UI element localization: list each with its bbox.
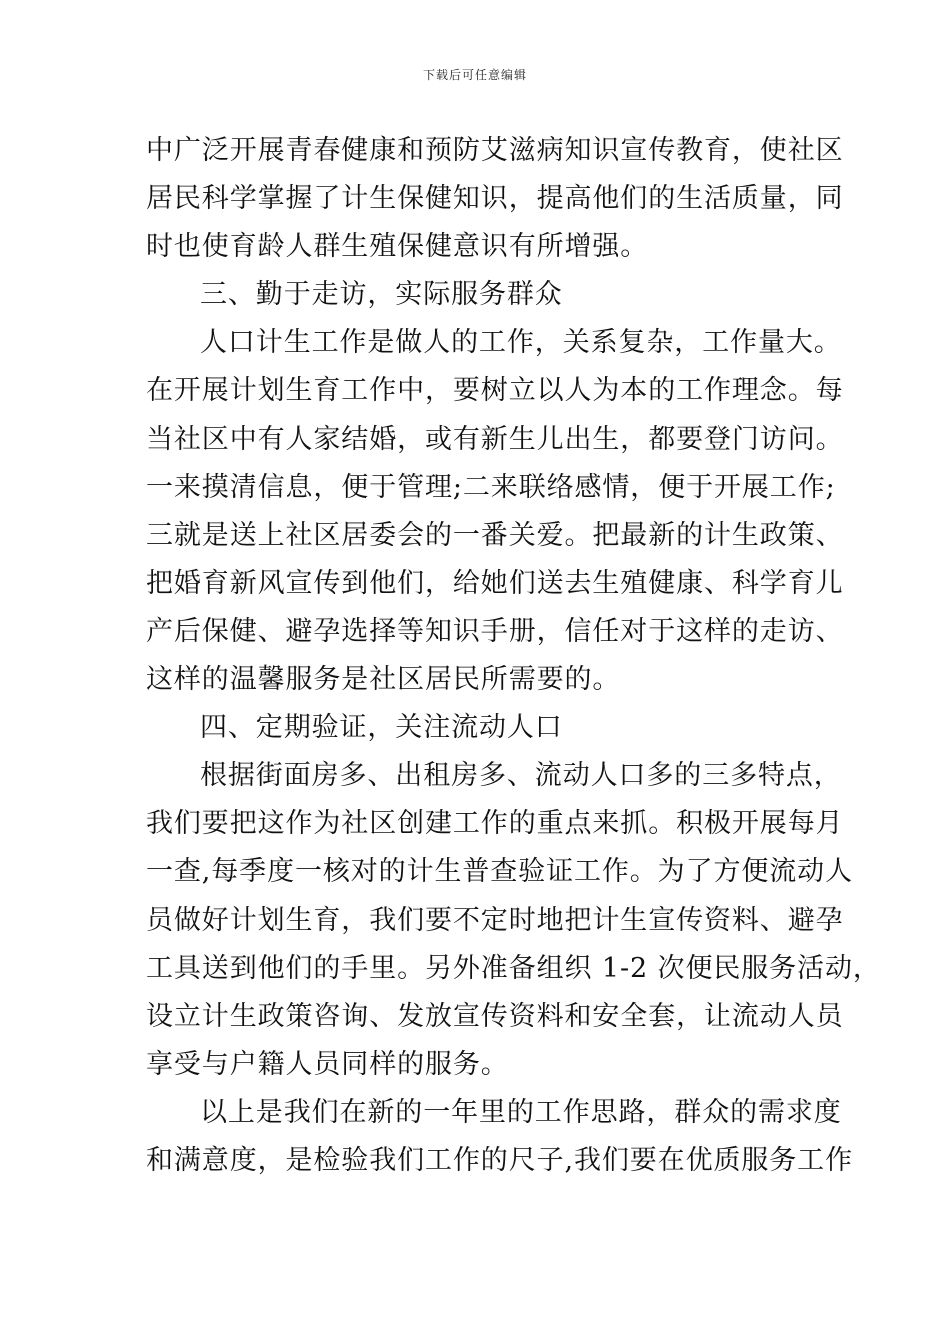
text-line: 设立计生政策咨询、发放宣传资料和安全套，让流动人员 <box>146 1000 844 1032</box>
text-line: 中广泛开展青春健康和预防艾滋病知识宣传教育，使社区 <box>146 135 844 166</box>
body-text <box>146 127 881 1185</box>
text-line: 人口计生工作是做人的工作，关系复杂，工作量大。 <box>200 327 842 359</box>
text-line: 时也使育龄人群生殖保健意识有所增强。 <box>146 231 649 263</box>
text-line: 享受与户籍人员同样的服务。 <box>146 1048 509 1080</box>
text-line: 在开展计划生育工作中，要树立以人为本的工作理念。每 <box>146 375 844 407</box>
header-note: 下载后可任意编辑 <box>422 68 527 82</box>
text-line: 一来摸清信息，便于管理;二来联络感情，便于开展工作; <box>146 471 836 503</box>
section-heading: 四、定期验证，关注流动人口 <box>200 712 563 744</box>
text-line: 当社区中有人家结婚，或有新生儿出生，都要登门访问。 <box>146 423 844 455</box>
text-line: 三就是送上社区居委会的一番关爱。把最新的计生政策、 <box>146 519 844 551</box>
section-heading: 三、勤于走访，实际服务群众 <box>200 279 563 311</box>
text-line: 一查,每季度一核对的计生普查验证工作。为了方便流动人 <box>146 856 853 888</box>
text-line: 工具送到他们的手里。另外准备组织 1-2 次便民服务活动， <box>146 952 881 984</box>
text-line: 以上是我们在新的一年里的工作思路，群众的需求度 <box>200 1096 842 1128</box>
text-line: 和满意度，是检验我们工作的尺子,我们要在优质服务工作 <box>146 1144 853 1176</box>
text-line: 居民科学掌握了计生保健知识，提高他们的生活质量，同 <box>146 183 844 215</box>
text-line: 员做好计划生育，我们要不定时地把计生宣传资料、避孕 <box>146 904 844 936</box>
text-line: 我们要把这作为社区创建工作的重点来抓。积极开展每月 <box>146 808 844 840</box>
text-line: 把婚育新风宣传到他们，给她们送去生殖健康、科学育儿 <box>146 567 844 599</box>
text-line: 产后保健、避孕选择等知识手册，信任对于这样的走访、 <box>146 615 844 647</box>
text-line: 根据街面房多、出租房多、流动人口多的三多特点， <box>200 760 842 792</box>
text-line: 这样的温馨服务是社区居民所需要的。 <box>146 664 621 696</box>
